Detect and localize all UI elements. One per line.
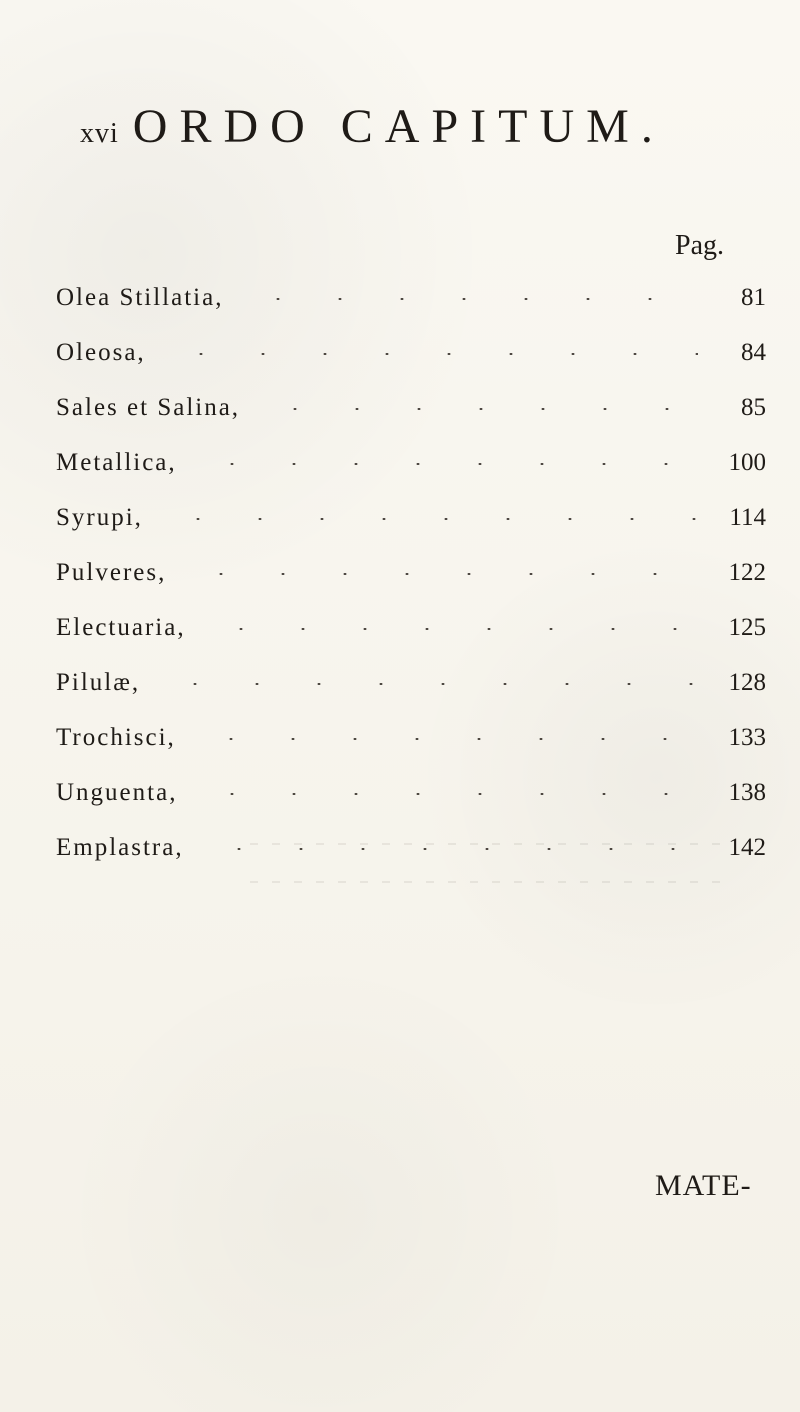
toc-entry [56, 669, 766, 724]
entry-page-number: 138 [728, 779, 766, 806]
table-of-contents [56, 284, 766, 889]
toc-entry [56, 724, 766, 779]
dot-leaders [201, 463, 698, 465]
entry-label: Sales et Salina, [56, 394, 241, 421]
entry-label: Electuaria, [56, 614, 186, 641]
dot-leaders [200, 738, 698, 740]
entry-page-number: 81 [741, 284, 766, 311]
toc-entry [56, 559, 766, 614]
entry-label: Emplastra, [56, 834, 184, 861]
entry-label: Pulveres, [56, 559, 167, 586]
dot-leaders [210, 628, 698, 630]
dot-leaders [164, 683, 698, 685]
entry-page-number: 128 [728, 669, 766, 696]
toc-entry [56, 779, 766, 834]
entry-label: Metallica, [56, 449, 177, 476]
catchword: MATE- [655, 1169, 752, 1202]
entry-page-number: 142 [728, 834, 766, 861]
toc-entry [56, 504, 766, 559]
toc-entry [56, 339, 766, 394]
entry-page-number: 84 [741, 339, 766, 366]
entry-label: Olea Stillatia, [56, 284, 224, 311]
toc-entry [56, 449, 766, 504]
entry-label: Unguenta, [56, 779, 178, 806]
page-title: ORDO CAPITUM. [132, 100, 665, 153]
dot-leaders [264, 408, 698, 410]
entry-label: Pilulæ, [56, 669, 141, 696]
page-column-label: Pag. [675, 230, 724, 261]
entry-page-number: 125 [728, 614, 766, 641]
entry-page-number: 114 [729, 504, 766, 531]
toc-entry [56, 834, 766, 889]
entry-label: Trochisci, [56, 724, 176, 751]
entry-page-number: 100 [728, 449, 766, 476]
entry-page-number: 122 [728, 559, 766, 586]
dot-leaders [208, 848, 698, 850]
entry-page-number: 85 [741, 394, 766, 421]
page-header [80, 100, 740, 153]
dot-leaders [247, 298, 698, 300]
dot-leaders [201, 793, 698, 795]
dot-leaders [167, 518, 698, 520]
dot-leaders [170, 353, 698, 355]
entry-page-number: 133 [728, 724, 766, 751]
toc-entry [56, 284, 766, 339]
page-number: xvi [80, 118, 119, 149]
dot-leaders [190, 573, 698, 575]
toc-entry [56, 614, 766, 669]
entry-label: Syrupi, [56, 504, 143, 531]
entry-label: Oleosa, [56, 339, 146, 366]
toc-entry [56, 394, 766, 449]
